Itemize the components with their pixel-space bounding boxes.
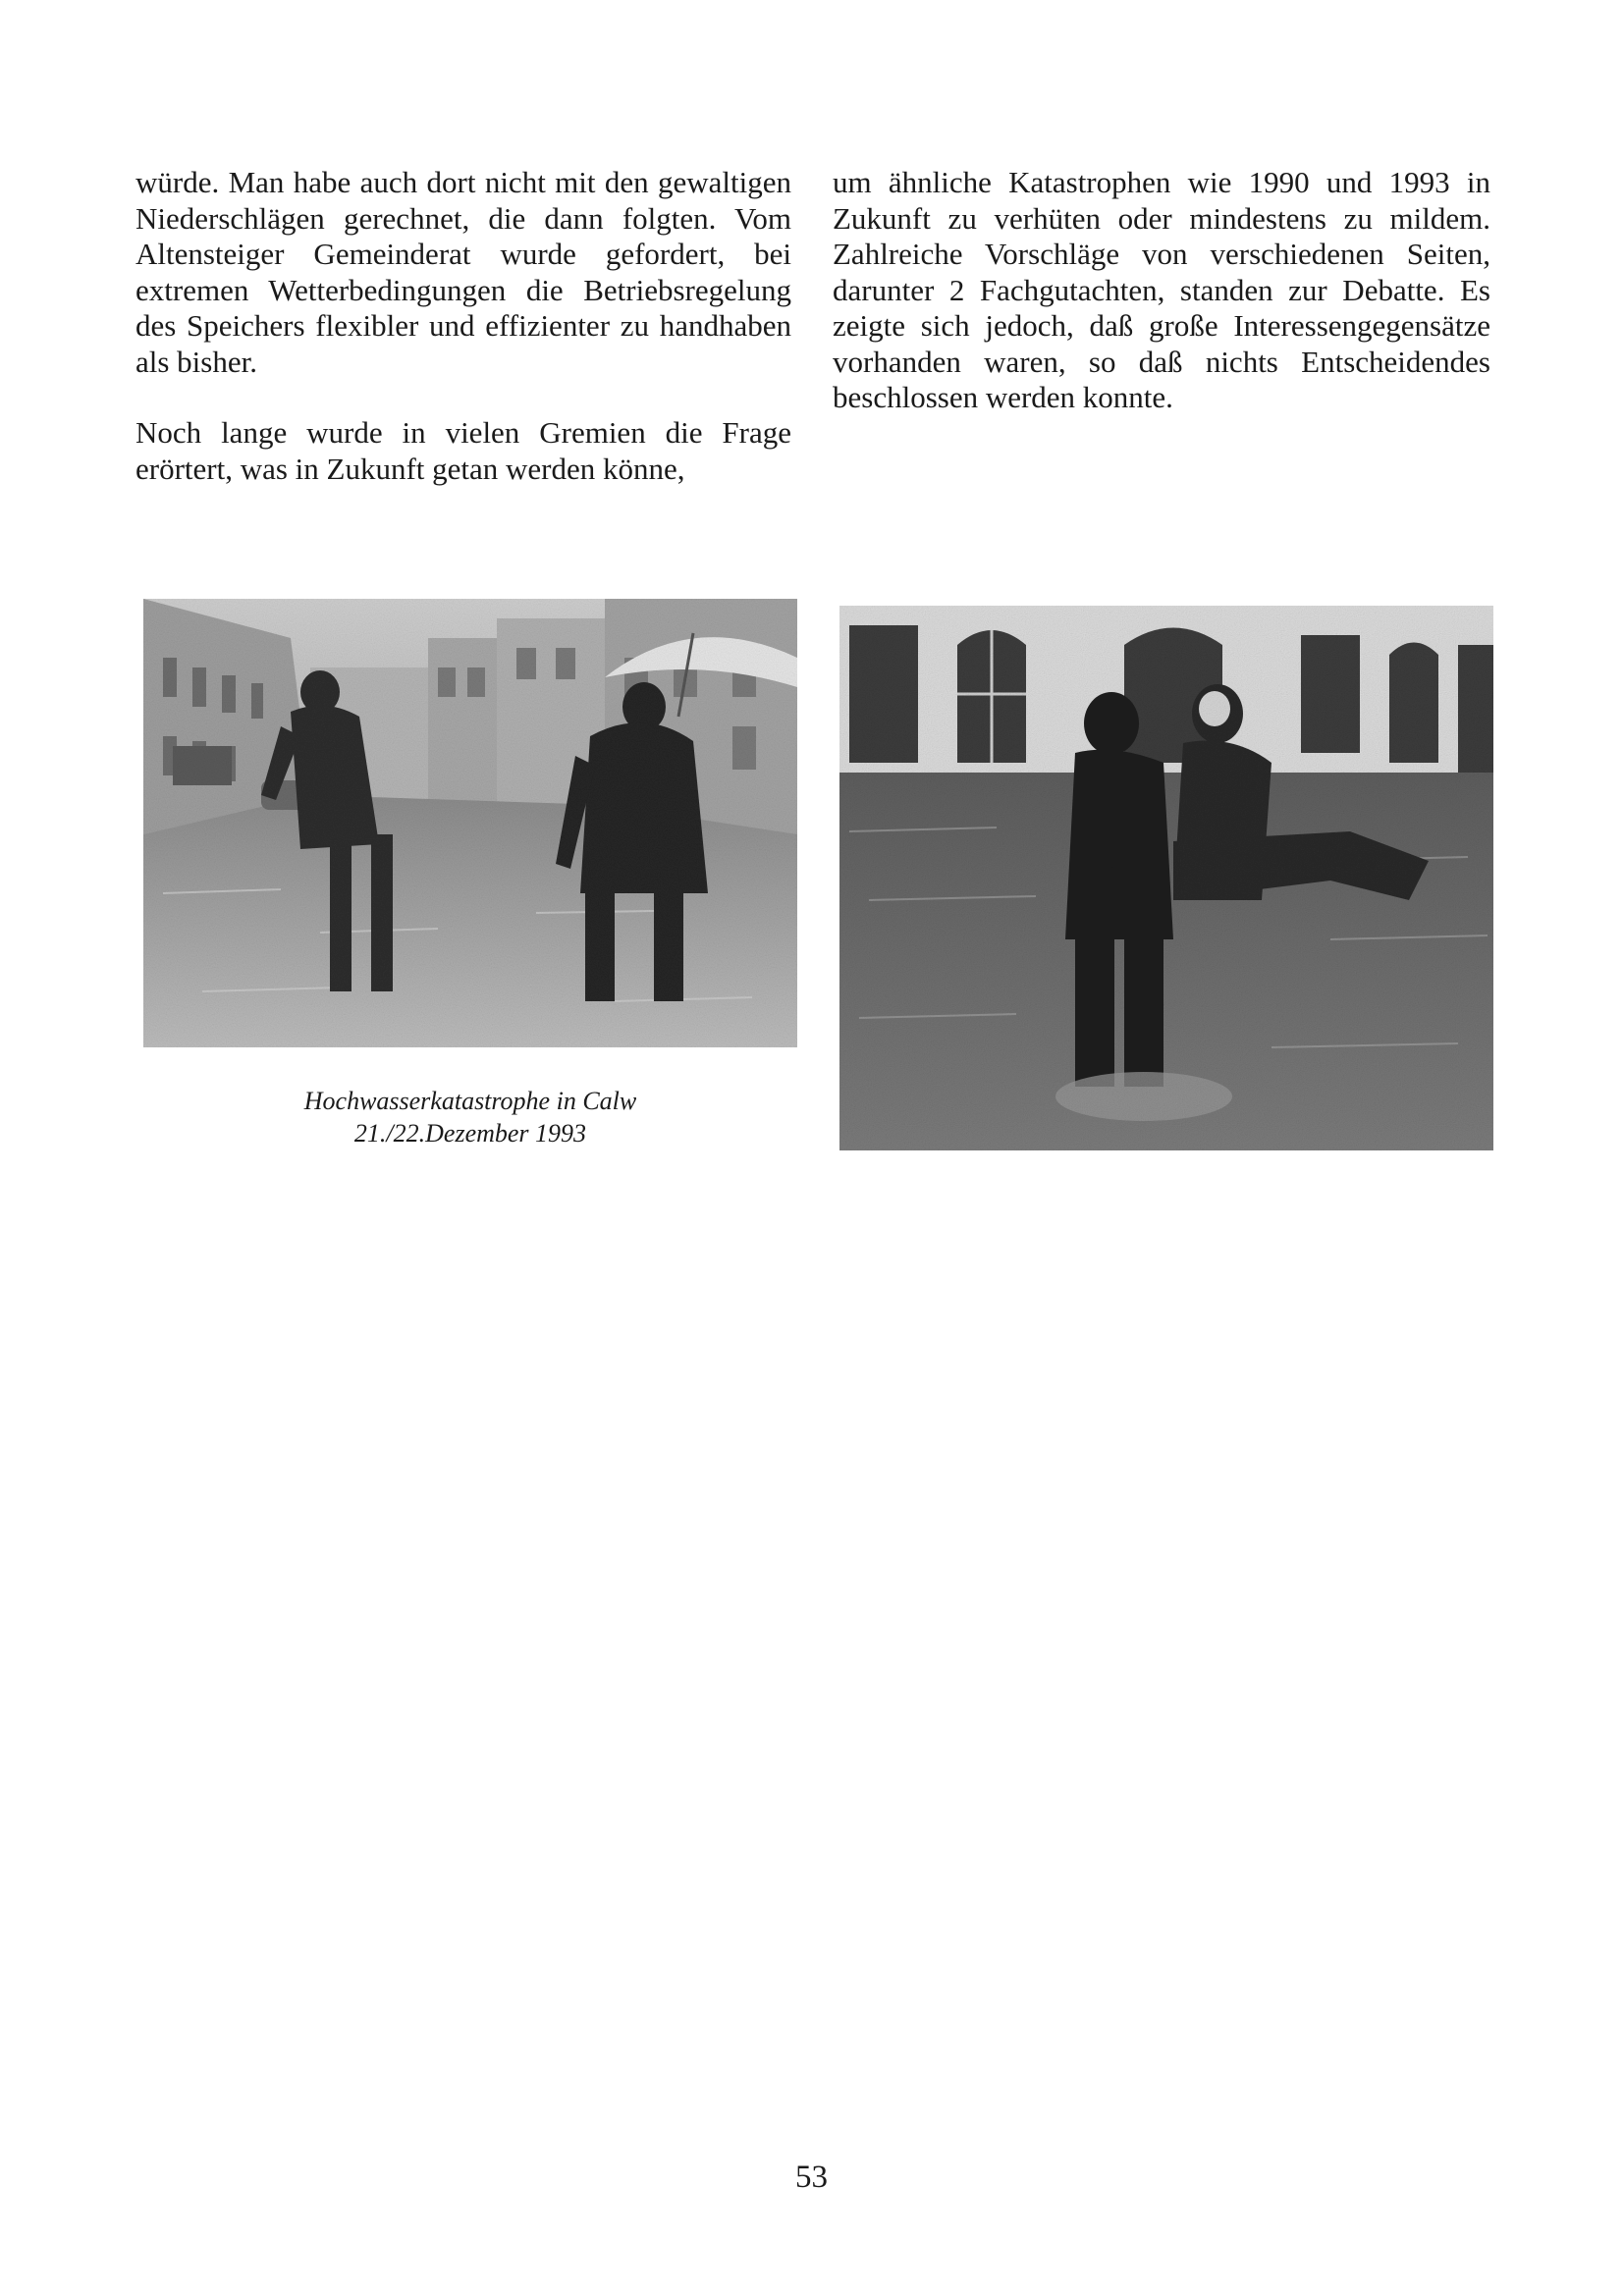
flood-street-photo [143,599,797,1047]
photo-caption [143,1085,797,1149]
page-number: 53 [795,2160,828,2195]
paragraph: würde. Man habe auch dort nicht mit den gewaltigen Niederschlägen gerechnet, die dann folgten. Vom Altensteiger Gemeinderat wurde gefordert, bei extremen Wetterbedingungen die Betriebsregelung des Speichers flexibler und effizienter zu handhaben als bisher. [135,165,791,379]
caption-line-2: 21./22.Dezember 1993 [353,1119,587,1148]
caption-line-1: Hochwasserkatastrophe in Calw [303,1087,637,1115]
flood-carry-image [839,606,1493,1150]
paragraph: um ähnliche Katastrophen wie 1990 und 1993 in Zukunft zu verhüten oder mindestens zu mildem. Zahlreiche Vorschläge von verschiedenen Seiten, darunter 2 Fachgutachten, standen zur Debatte. Es zeigte sich jedoch, daß große Interessengegensätze vorhanden waren, so daß nichts Entscheidendes beschlossen werden konnte. [833,165,1490,414]
flood-carry-photo [839,606,1493,1150]
text-column-left [135,165,791,522]
paragraph: Noch lange wurde in vielen Gremien die Frage erörtert, was in Zukunft getan werden könne, [135,415,791,486]
text-column-right [833,165,1490,452]
flood-street-image [143,599,797,1047]
